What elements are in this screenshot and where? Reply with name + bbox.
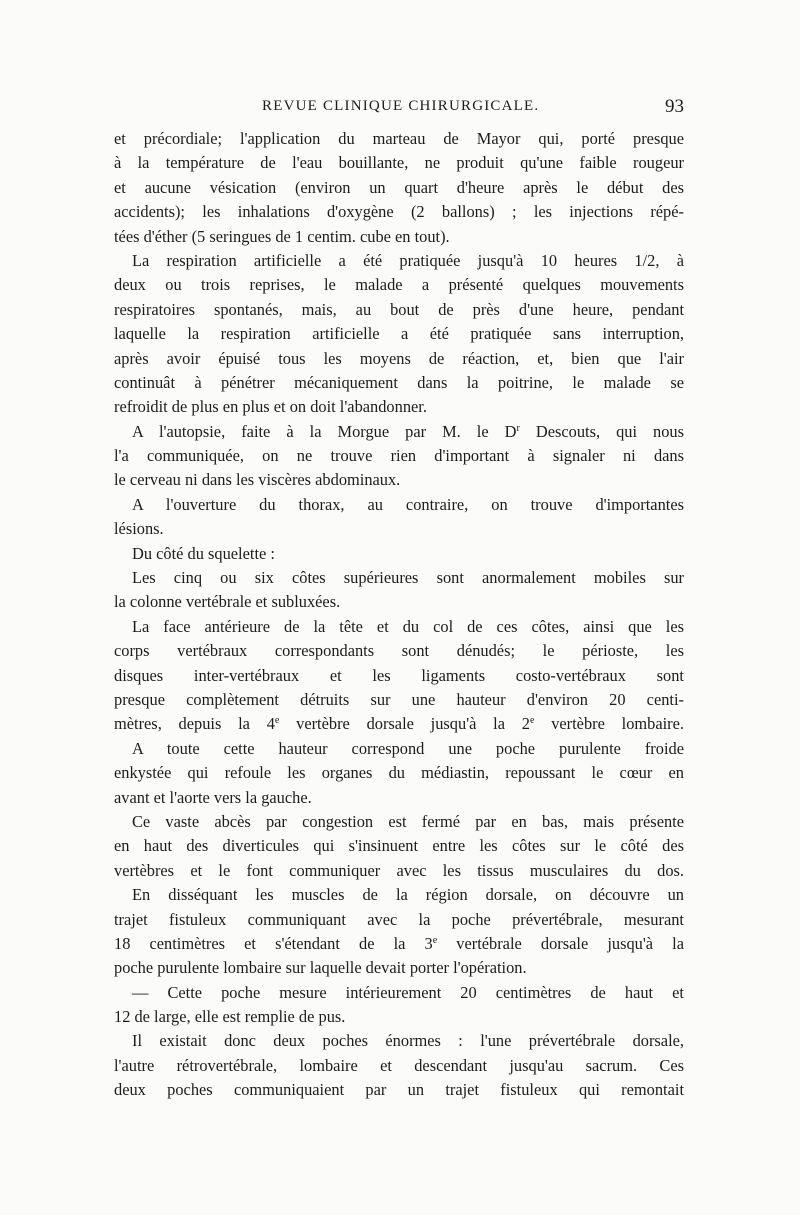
text-line: lésions.: [114, 519, 164, 539]
text-line: Ce vaste abcès par congestion est fermé par en bas, mais présente: [132, 811, 684, 831]
text-line: A l'ouverture du thorax, au contraire, on trouve d'importantes: [132, 494, 684, 514]
body-text: [114, 127, 684, 1103]
text-line: à la température de l'eau bouillante, ne produit qu'une faible rougeur: [114, 153, 684, 173]
text-line: la colonne vertébrale et subluxées.: [114, 592, 341, 612]
text-line: Les cinq ou six côtes supérieures sont anormalement mobiles sur: [132, 568, 684, 588]
text-line: La face antérieure de la tête et du col de ces côtes, ainsi que les: [132, 616, 684, 636]
page-header: [112, 96, 684, 124]
text-line: accidents); les inhalations d'oxygène (2 ballons) ; les injections répé-: [114, 202, 684, 222]
text-line: — Cette poche mesure intérieurement 20 centimètres de haut et: [132, 982, 684, 1002]
text-line: continuât à pénétrer mécaniquement dans la poitrine, le malade se: [114, 372, 684, 392]
text-line: Du côté du squelette :: [132, 543, 275, 563]
text-line: l'autre rétrovertébrale, lombaire et descendant jusqu'au sacrum. Ces: [114, 1055, 684, 1075]
text-line: 18 centimètres et s'étendant de la 3e vertébrale dorsale jusqu'à la: [114, 933, 684, 953]
text-line: laquelle la respiration artificielle a été pratiquée sans interruption,: [114, 324, 684, 344]
text-line: A toute cette hauteur correspond une poche purulente froide: [132, 738, 684, 758]
text-line: deux poches communiquaient par un trajet fistuleux qui remontait: [114, 1080, 684, 1100]
text-line: tées d'éther (5 seringues de 1 centim. cube en tout).: [114, 226, 450, 246]
text-line: vertèbres et le font communiquer avec les tissus musculaires du dos.: [114, 860, 684, 880]
text-line: le cerveau ni dans les viscères abdominaux.: [114, 470, 401, 490]
text-line: enkystée qui refoule les organes du médiastin, repoussant le cœur en: [114, 763, 684, 783]
text-line: et aucune vésication (environ un quart d'heure après le début des: [114, 177, 684, 197]
text-line: A l'autopsie, faite à la Morgue par M. le $D^r$ Descouts, qui nous: [132, 421, 684, 441]
text-line: et précordiale; l'application du marteau de Mayor qui, porté presque: [114, 129, 684, 148]
running-title: REVUE CLINIQUE CHIRURGICALE.: [262, 98, 540, 114]
text-line: respiratoires spontanés, mais, au bout de près d'une heure, pendant: [114, 299, 684, 319]
text-line: l'a communiquée, on ne trouve rien d'important à signaler ni dans: [114, 446, 684, 466]
text-line: deux ou trois reprises, le malade a présenté quelques mouvements: [114, 275, 684, 295]
text-line: presque complètement détruits sur une hauteur d'environ 20 centi-: [114, 689, 684, 709]
text-line: après avoir épuisé tous les moyens de réaction, et, bien que l'air: [114, 348, 684, 368]
text-line: refroidit de plus en plus et on doit l'abandonner.: [114, 397, 427, 417]
text-line: En disséquant les muscles de la région dorsale, on découvre un: [132, 885, 684, 905]
text-line: en haut des diverticules qui s'insinuent entre les côtes sur le côté des: [114, 836, 684, 856]
page-number: 93: [665, 96, 684, 117]
text-line: 12 de large, elle est remplie de pus.: [114, 1007, 346, 1027]
text-line: trajet fistuleux communiquant avec la poche prévertébrale, mesurant: [114, 909, 684, 929]
text-line: disques inter-vertébraux et les ligaments costo-vertébraux sont: [114, 665, 684, 685]
text-line: Il existait donc deux poches énormes : l'une prévertébrale dorsale,: [132, 1031, 684, 1051]
text-line: poche purulente lombaire sur laquelle devait porter l'opération.: [114, 958, 527, 978]
text-line: avant et l'aorte vers la gauche.: [114, 787, 312, 807]
text-line: La respiration artificielle a été pratiquée jusqu'à 10 heures 1/2, à: [132, 250, 684, 270]
text-line: mètres, depuis la 4e vertèbre dorsale jusqu'à la 2e vertèbre lombaire.: [114, 714, 684, 734]
text-line: corps vertébraux correspondants sont dénudés; le périoste, les: [114, 641, 684, 661]
